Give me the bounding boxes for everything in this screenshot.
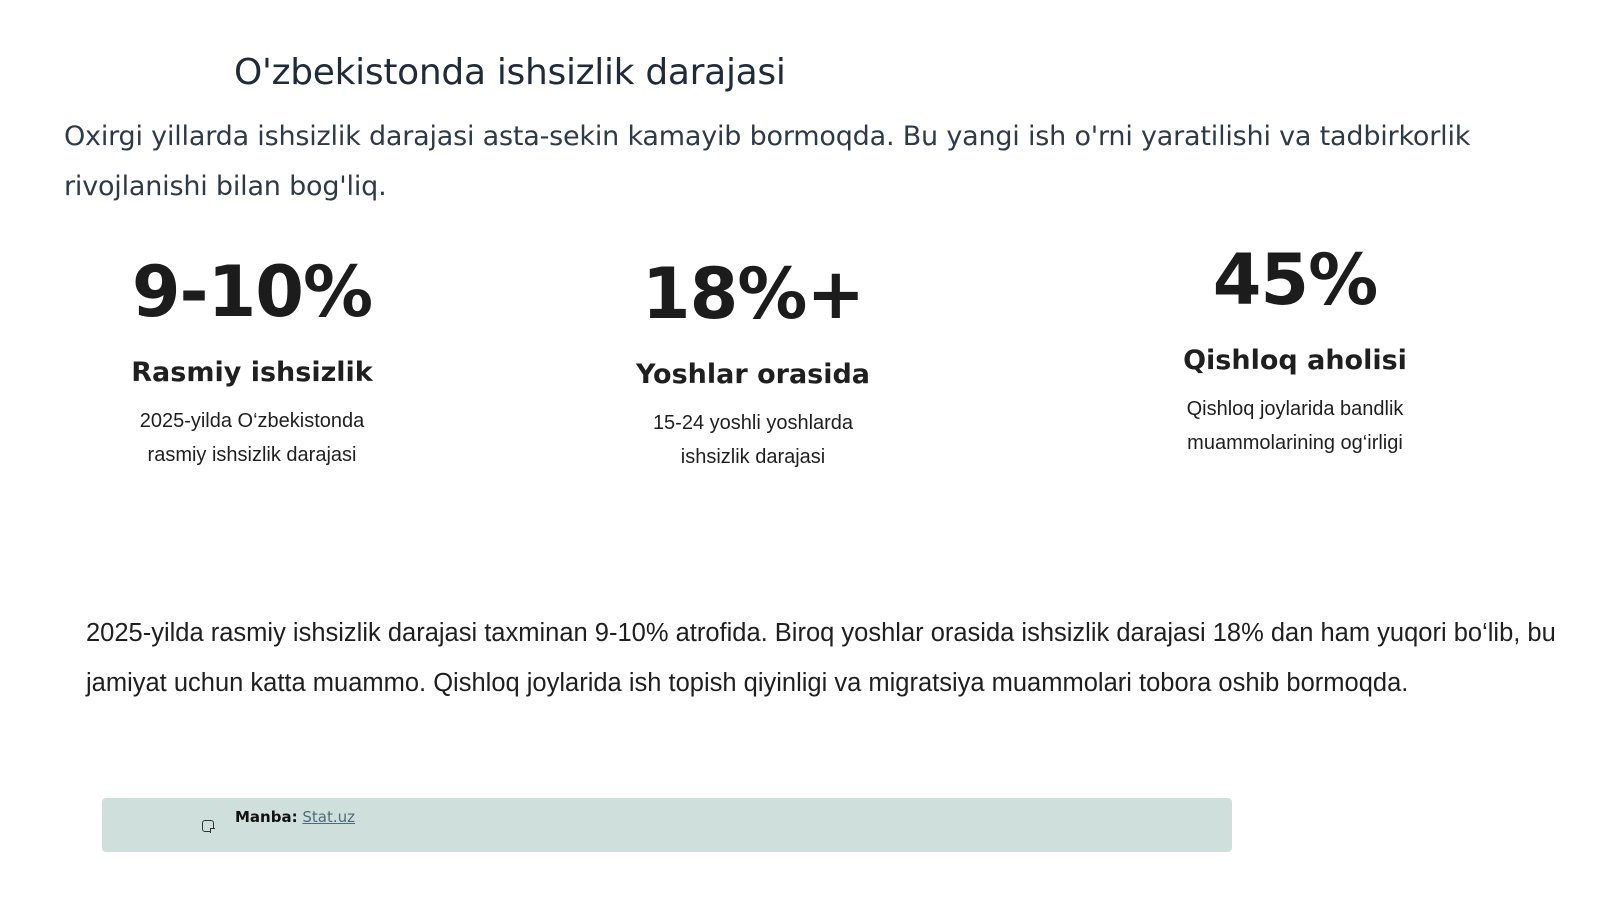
slide-title: O'zbekistonda ishsizlik darajasi [234, 52, 786, 93]
stat-value: 45% [1212, 239, 1378, 321]
stat-description [1075, 392, 1515, 460]
source-link[interactable]: Stat.uz [302, 808, 355, 826]
stat-label: Rasmiy ishsizlik [131, 357, 373, 388]
stat-description [32, 404, 472, 472]
stat-description-line: Qishloq joylarida bandlik [1186, 398, 1404, 420]
stat-label: Qishloq aholisi [1183, 345, 1407, 376]
stat-value: 9-10% [131, 251, 373, 333]
body-paragraph: 2025-yilda rasmiy ishsizlik darajasi taxminan 9-10% atrofida. Biroq yoshlar orasida ishsizlik darajasi 18% dan ham yuqori bo‘lib, bu jamiyat uchun katta muammo. Qishloq joylarida ish topish qiyinligi va migratsiya muammolari tobora oshib bormoqda. [86, 619, 1556, 697]
stat-description-line: ishsizlik darajasi [680, 446, 826, 468]
stat-card-official [32, 251, 472, 472]
stat-description-line: 2025-yilda O‘zbekistonda [139, 410, 365, 432]
source-bar [102, 798, 1232, 852]
note-icon [202, 820, 214, 832]
stat-description [533, 406, 973, 474]
stat-card-youth [533, 253, 973, 474]
stat-description-line: rasmiy ishsizlik darajasi [147, 444, 357, 466]
stat-description-line: 15-24 yoshli yoshlarda [652, 412, 854, 434]
stat-card-rural [1075, 239, 1515, 460]
intro-paragraph: Oxirgi yillarda ishsizlik darajasi asta-sekin kamayib bormoqda. Bu yangi ish o'rni yaratilishi va tadbirkorlik rivojlanishi bilan bog'liq. [64, 121, 1471, 202]
stat-value: 18%+ [641, 253, 865, 335]
stat-description-line: muammolarining og‘irligi [1187, 432, 1403, 454]
source-text [235, 808, 355, 826]
stat-label: Yoshlar orasida [635, 359, 871, 390]
source-label: Manba: [235, 808, 298, 826]
